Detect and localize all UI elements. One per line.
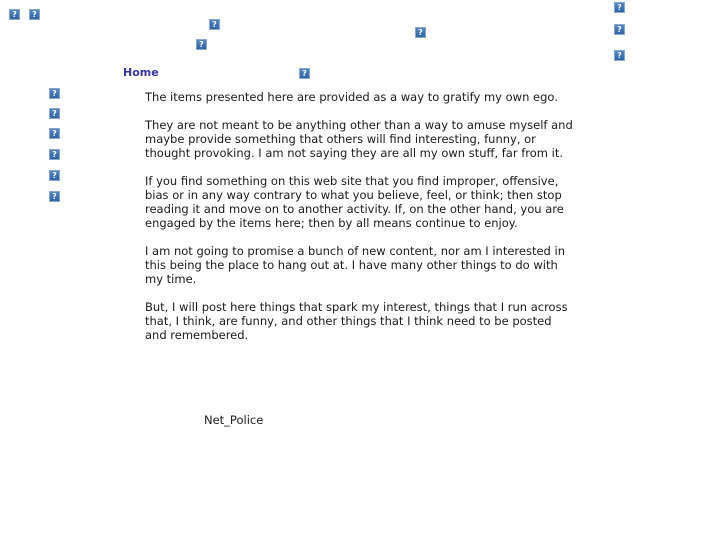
intro-paragraph: The items presented here are provided as a way to gratify my own ego. — [145, 90, 558, 104]
broken-image-icon[interactable]: ? — [29, 9, 40, 20]
sidebar-nav-image-icon[interactable]: ? — [49, 191, 60, 202]
sidebar-nav-image-icon[interactable]: ? — [49, 88, 60, 99]
body-paragraph: But, I will post here things that spark my interest, things that I run across that, I think, are funny, and other things that I think need to be posted and remembered. — [145, 300, 568, 342]
broken-image-icon[interactable]: ? — [209, 19, 220, 30]
broken-image-icon[interactable]: ? — [9, 9, 20, 20]
signature: Net_Police — [204, 413, 264, 427]
broken-image-icon[interactable]: ? — [196, 39, 207, 50]
sidebar-nav-image-icon[interactable]: ? — [49, 108, 60, 119]
sidebar-nav-image-icon[interactable]: ? — [49, 170, 60, 181]
broken-image-icon[interactable]: ? — [614, 2, 625, 13]
broken-image-icon[interactable]: ? — [299, 68, 310, 79]
body-paragraph: I am not going to promise a bunch of new content, nor am I interested in this being the place to hang out at. I have many other things to do with my time. — [145, 244, 565, 286]
body-paragraph: If you find something on this web site that you find improper, offensive, bias or in any way contrary to what you believe, feel, or think; then stop reading it and move on to another activity. If, on the other hand, you are engaged by the items here; then by all means continue to enjoy. — [145, 174, 564, 230]
body-paragraph: They are not meant to be anything other than a way to amuse myself and maybe provide something that others will find interesting, funny, or thought provoking. I am not saying they are all my own stuff, far from it. — [145, 118, 573, 160]
broken-image-icon[interactable]: ? — [614, 50, 625, 61]
home-link[interactable]: Home — [123, 66, 159, 79]
broken-image-icon[interactable]: ? — [415, 27, 426, 38]
sidebar-nav-image-icon[interactable]: ? — [49, 149, 60, 160]
broken-image-icon[interactable]: ? — [614, 24, 625, 35]
main-content — [145, 90, 575, 356]
sidebar-nav-image-icon[interactable]: ? — [49, 128, 60, 139]
